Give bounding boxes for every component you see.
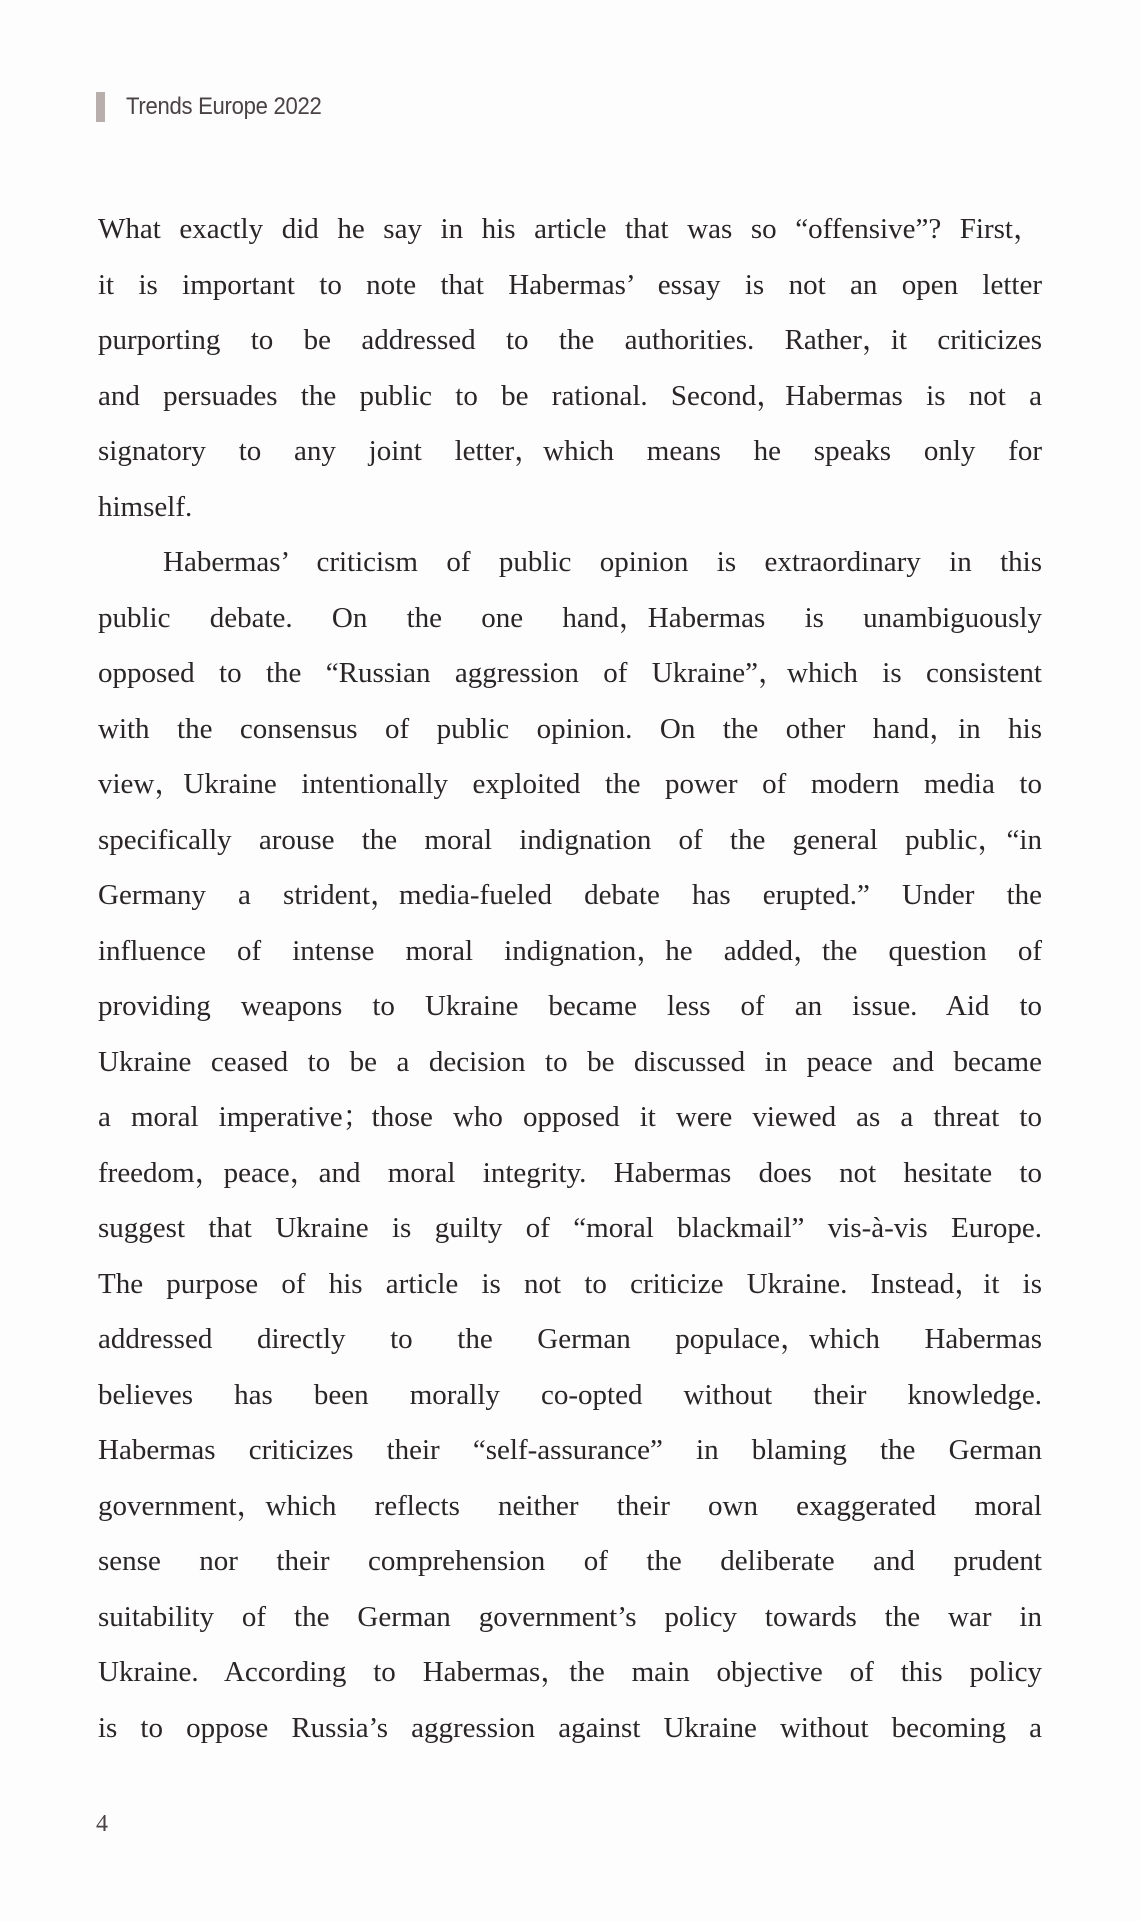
text-line-content: signatory to any joint letter，which means he speaks only for [98, 435, 1042, 467]
page-number: 4 [96, 1811, 108, 1837]
text-line-content: influence of intense moral indignation，he added，the question of [98, 934, 1042, 967]
text-line [163, 542, 1042, 582]
text-line-content: believes has been morally co-opted without their knowledge. [98, 1378, 1042, 1411]
text-line [98, 875, 1042, 915]
text-line-content: it is important to note that Habermas’ essay is not an open letter [98, 268, 1042, 301]
text-line [98, 1208, 1042, 1248]
text-line-content: addressed directly to the German populace，which Habermas [98, 1323, 1042, 1355]
text-line [98, 376, 1042, 416]
text-line [98, 820, 1042, 860]
text-line [98, 1486, 1042, 1526]
text-line-content: Ukraine ceased to be a decision to be discussed in peace and became [98, 1045, 1042, 1078]
header-accent-bar [96, 92, 105, 122]
text-line-content: Germany a strident，media-fueled debate has erupted.” Under the [98, 879, 1042, 911]
text-line-content: Habermas’ criticism of public opinion is extraordinary in this [163, 546, 1042, 578]
text-line [98, 986, 1042, 1026]
text-line [98, 764, 1042, 804]
text-line-content: suggest that Ukraine is guilty of “moral blackmail” vis-à-vis Europe. [98, 1212, 1042, 1244]
text-line [98, 598, 1042, 638]
text-line [98, 209, 1042, 249]
text-line [98, 1597, 1042, 1637]
text-line-content: a moral imperative；those who opposed it were viewed as a threat to [98, 1101, 1042, 1133]
text-line [98, 320, 1042, 360]
text-line [98, 487, 1042, 527]
text-line-content: Habermas criticizes their “self-assurance” in blaming the German [98, 1434, 1042, 1466]
text-line-content: public debate. On the one hand，Habermas is unambiguously [98, 601, 1042, 634]
text-line [98, 1652, 1042, 1692]
text-line-content: Ukraine. According to Habermas，the main objective of this policy [98, 1656, 1042, 1688]
text-line-content: providing weapons to Ukraine became less of an issue. Aid to [98, 990, 1042, 1022]
text-line-content: sense nor their comprehension of the deliberate and prudent [98, 1545, 1042, 1577]
text-line-content: freedom，peace，and moral integrity. Habermas does not hesitate to [98, 1156, 1042, 1189]
text-line [98, 1042, 1042, 1082]
text-line-content: government，which reflects neither their own exaggerated moral [98, 1489, 1042, 1522]
text-line [98, 265, 1042, 305]
text-line-content: with the consensus of public opinion. On the other hand，in his [98, 712, 1042, 745]
text-line-content: The purpose of his article is not to criticize Ukraine. Instead，it is [98, 1267, 1042, 1300]
text-line [98, 1541, 1042, 1581]
text-line [98, 931, 1042, 971]
text-line-content: suitability of the German government’s policy towards the war in [98, 1600, 1042, 1633]
text-line-content: is to oppose Russia’s aggression against Ukraine without becoming a [98, 1711, 1042, 1744]
text-line [98, 653, 1042, 693]
running-header-title: Trends Europe 2022 [126, 93, 322, 120]
text-line [98, 1153, 1042, 1193]
text-line [98, 431, 1042, 471]
running-header [96, 92, 339, 122]
text-line-content: purporting to be addressed to the authorities. Rather，it criticizes [98, 324, 1042, 356]
text-line [98, 1264, 1042, 1304]
text-line-content: What exactly did he say in his article that was so “offensive”? First， [98, 213, 1042, 245]
text-line-content: himself. [98, 490, 193, 523]
text-line [98, 1319, 1042, 1359]
text-line-content: specifically arouse the moral indignation of the general public，“in [98, 823, 1042, 856]
text-line [98, 1430, 1042, 1470]
text-line-content: and persuades the public to be rational. Second，Habermas is not a [98, 379, 1042, 412]
text-line [98, 709, 1042, 749]
text-line [98, 1708, 1042, 1748]
text-line-content: opposed to the “Russian aggression of Ukraine”，which is consistent [98, 657, 1042, 689]
text-line-content: view，Ukraine intentionally exploited the power of modern media to [98, 768, 1042, 800]
text-line [98, 1375, 1042, 1415]
text-line [98, 1097, 1042, 1137]
